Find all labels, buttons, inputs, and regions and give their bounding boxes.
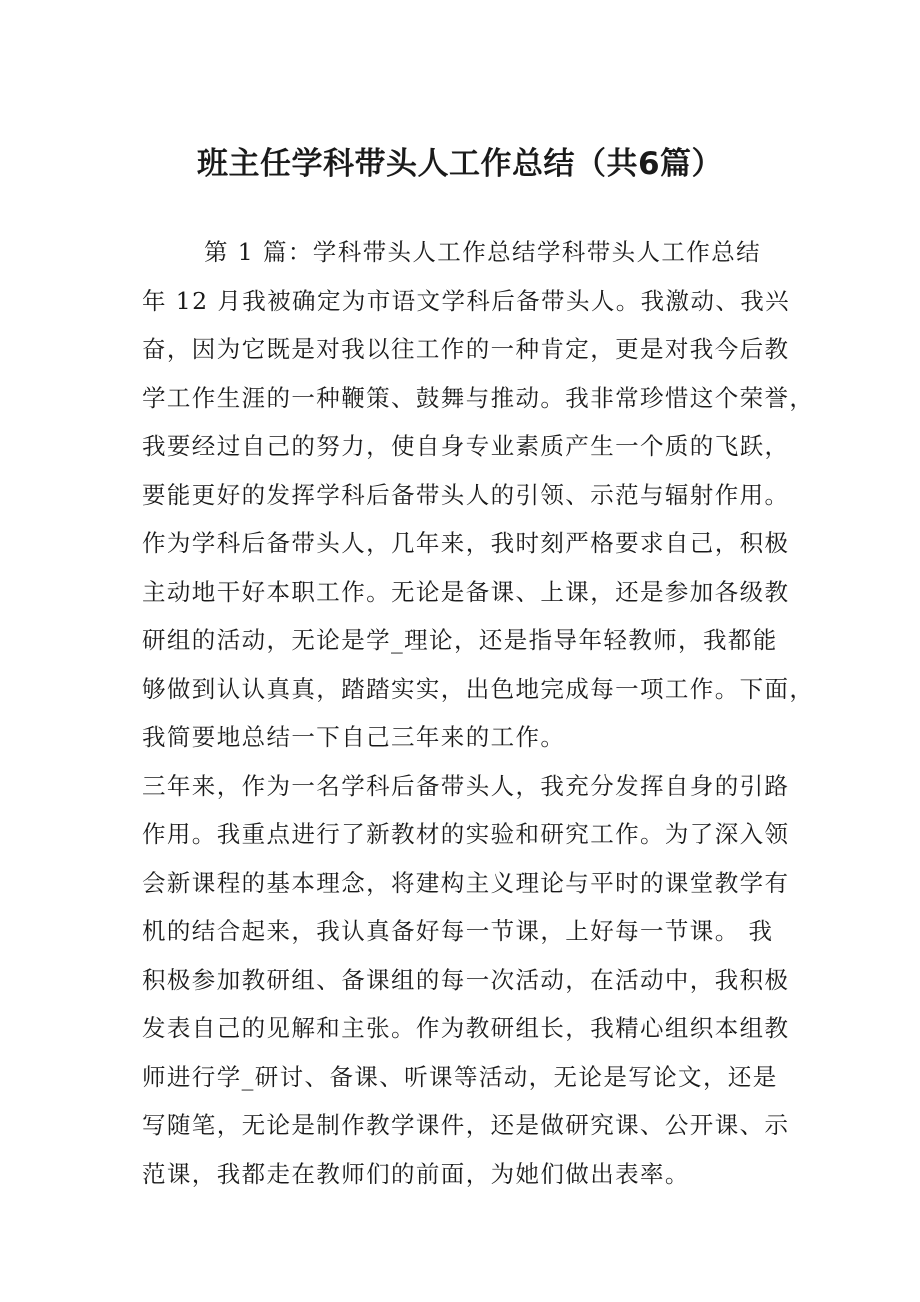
text-line: 写随笔，无论是制作教学课件，还是做研究课、公开课、示 — [142, 1111, 790, 1139]
text-line: 主动地干好本职工作。无论是备课、上课，还是参加各级教 — [142, 577, 790, 606]
page-title: 班主任学科带头人工作总结（共6篇） — [196, 146, 724, 182]
text-line: 积极参加教研组、备课组的每一次活动，在活动中，我积极 — [142, 965, 790, 994]
text-line: 我要经过自己的努力，使自身专业素质产生一个质的飞跃， — [142, 432, 790, 460]
text-line: 年 12 月我被确定为市语文学科后备带头人。我激动、我兴 — [142, 286, 791, 315]
text-line: 研组的活动，无论是学_理论，还是指导年轻教师，我都能 — [142, 626, 778, 654]
text-line: 够做到认认真真，踏踏实实，出色地完成每一项工作。下面， — [142, 674, 815, 703]
text-line: 我简要地总结一下自己三年来的工作。 — [142, 723, 566, 751]
text-line: 会新课程的基本理念，将建构主义理论与平时的课堂教学有 — [142, 868, 790, 897]
text-line: 范课，我都走在教师们的前面，为她们做出表率。 — [142, 1159, 690, 1188]
text-line: 学工作生涯的一种鞭策、鼓舞与推动。我非常珍惜这个荣誉， — [142, 383, 815, 412]
text-line: 奋，因为它既是对我以往工作的一种肯定，更是对我今后教 — [142, 335, 790, 363]
document-body — [142, 228, 815, 1198]
text-line: 发表自己的见解和主张。作为教研组长，我精心组织本组教 — [142, 1014, 790, 1042]
text-line: 要能更好的发挥学科后备带头人的引领、示范与辐射作用。 — [142, 480, 790, 509]
chapter-heading-line: 第 1 篇：学科带头人工作总结学科带头人工作总结 — [204, 238, 761, 266]
text-line: 机的结合起来，我认真备好每一节课，上好每一节课。 我 — [142, 917, 774, 945]
text-line: 三年来，作为一名学科后备带头人，我充分发挥自身的引路 — [142, 771, 790, 800]
text-line: 师进行学_研讨、备课、听课等活动，无论是写论文，还是 — [142, 1062, 778, 1091]
text-line: 作为学科后备带头人，几年来，我时刻严格要求自己，积极 — [142, 529, 790, 557]
text-line: 作用。我重点进行了新教材的实验和研究工作。为了深入领 — [142, 820, 790, 848]
